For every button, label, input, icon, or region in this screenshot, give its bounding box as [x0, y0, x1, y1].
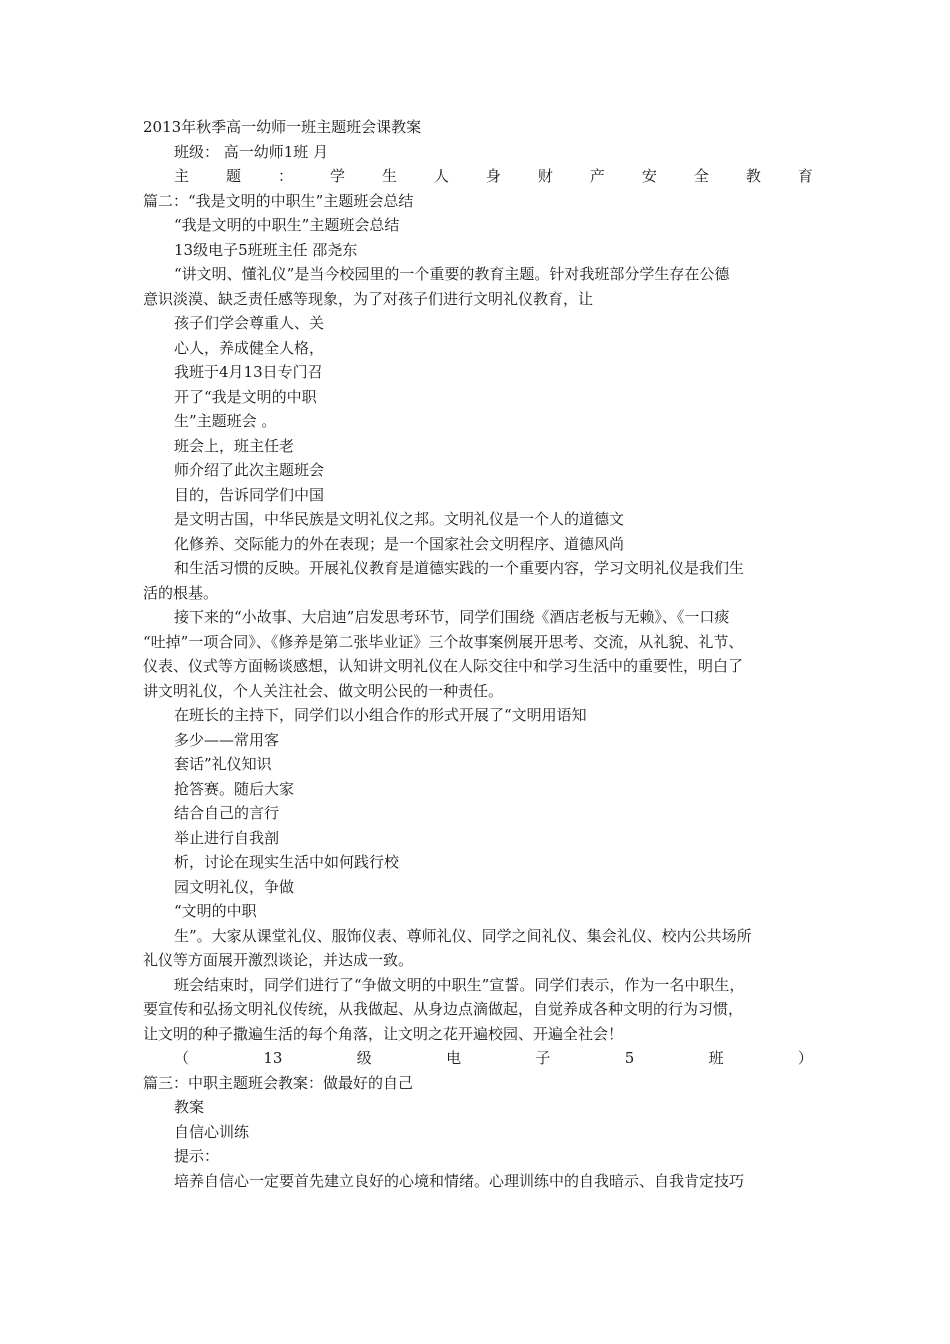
- paragraph-line: 班会结束时，同学们进行了“争做文明的中职生”宣誓。同学们表示，作为一名中职生，: [174, 975, 745, 994]
- paragraph-line: 析，讨论在现实生活中如何践行校: [174, 853, 400, 871]
- paragraph-line: 结合自己的言行: [174, 804, 280, 822]
- theme-char: 人: [433, 167, 449, 185]
- paragraph-line: 活的根基。: [143, 583, 219, 602]
- paragraph-line: 接下来的“小故事、大启迪”启发思考环节，同学们围绕《酒店老板与无赖》、《一口痰: [174, 608, 730, 626]
- theme-char: 育: [797, 167, 813, 185]
- paragraph-line: 教案: [174, 1098, 205, 1116]
- paragraph-line: 举止进行自我剖: [174, 828, 280, 847]
- paragraph-line: 礼仪等方面展开激烈谈论，并达成一致。: [143, 951, 414, 969]
- paragraph-line: 师介绍了此次主题班会: [174, 461, 325, 479]
- theme-char: 学: [329, 167, 345, 185]
- theme-char: ：: [277, 167, 293, 185]
- paragraph-line: 提示：: [174, 1147, 220, 1165]
- paragraph-line: 多少——常用客: [174, 730, 280, 749]
- theme-char: 全: [693, 167, 709, 185]
- paragraph-line: 意识淡漠、缺乏责任感等现象，为了对孩子们进行文明礼仪教育，让: [143, 289, 594, 308]
- paragraph-line: 仪表、仪式等方面畅谈感想，认知讲文明礼仪在人际交往中和学习生活中的重要性，明白了: [143, 657, 744, 675]
- signature-part: 级: [356, 1049, 372, 1067]
- paragraph-line: 要宣传和弘扬文明礼仪传统，从我做起、从身边点滴做起，自觉养成各种文明的行为习惯，: [143, 1000, 744, 1018]
- paragraph-line: 开了“我是文明的中职: [174, 387, 317, 406]
- doc-title-line: 2013年秋季高一幼师一班主题班会课教案: [143, 118, 422, 136]
- paragraph-line: “吐掉”一项合同》、《修养是第二张毕业证》三个故事案例展开思考、交流，从礼貌、礼节、: [143, 632, 744, 651]
- signature-part: 13: [263, 1049, 283, 1067]
- theme-line: [143, 164, 813, 189]
- paragraph-line: 心人，养成健全人格，: [174, 338, 325, 357]
- paragraph-line: “讲文明、懂礼仪”是当今校园里的一个重要的教育主题。针对我班部分学生存在公德: [174, 265, 730, 283]
- paragraph-line: 化修养、交际能力的外在表现；是一个国家社会文明程序、道德风尚: [174, 534, 625, 553]
- paragraph-line: 讲文明礼仪，个人关注社会、做文明公民的一种责任。: [143, 681, 504, 700]
- paragraph-line: 抢答赛。随后大家: [174, 779, 295, 798]
- section2-heading: 篇二：“我是文明的中职生”主题班会总结: [143, 191, 414, 210]
- signature-line: [143, 1046, 813, 1071]
- theme-char: 身: [485, 167, 501, 185]
- paragraph-line: 自信心训练: [174, 1122, 250, 1141]
- theme-char: 教: [745, 167, 761, 185]
- paragraph-line: 是文明古国，中华民族是文明礼仪之邦。文明礼仪是一个人的道德文: [174, 510, 625, 528]
- theme-char: 安: [641, 167, 657, 185]
- paragraph-line: 和生活习惯的反映。开展礼仪教育是道德实践的一个重要内容，学习文明礼仪是我们生: [174, 559, 745, 577]
- paragraph-line: 目的，告诉同学们中国: [174, 485, 325, 504]
- signature-part: 子: [535, 1049, 551, 1067]
- signature-part: 班: [708, 1049, 724, 1067]
- theme-char: 主: [174, 167, 190, 185]
- paragraph-line: 培养自信心一定要首先建立良好的心境和情绪。心理训练中的自我暗示、自我肯定技巧: [174, 1171, 745, 1190]
- paragraph-line: 套话”礼仪知识: [174, 755, 272, 773]
- paragraph-line: 我班于4月13日专门召: [174, 363, 323, 381]
- paragraph-line: 园文明礼仪，争做: [174, 877, 295, 896]
- theme-char: 生: [381, 167, 397, 185]
- signature-part: 电: [446, 1049, 462, 1067]
- document-body: [143, 115, 813, 1193]
- paragraph-line: “文明的中职: [174, 902, 257, 920]
- theme-char: 财: [537, 167, 553, 185]
- section2-author: 13级电子5班班主任 邵尧东: [174, 240, 358, 259]
- paragraph-line: 在班长的主持下，同学们以小组合作的形式开展了“文明用语知: [174, 706, 587, 724]
- paragraph-line: 孩子们学会尊重人、关: [174, 314, 325, 332]
- theme-char: 产: [589, 167, 605, 185]
- theme-char: 题: [225, 167, 241, 185]
- class-line: 班级： 高一幼师1班 月: [174, 142, 329, 161]
- signature-part: ）: [797, 1049, 813, 1067]
- paragraph-line: 生”。大家从课堂礼仪、服饰仪表、尊师礼仪、同学之间礼仪、集会礼仪、校内公共场所: [174, 926, 752, 945]
- signature-part: （: [174, 1049, 190, 1067]
- paragraph-line: 生”主题班会 。: [174, 412, 277, 430]
- paragraph-line: 班会上，班主任老: [174, 436, 295, 455]
- paragraph-line: 让文明的种子撒遍生活的每个角落，让文明之花开遍校园、开遍全社会！: [143, 1024, 624, 1043]
- section3-heading: 篇三：中职主题班会教案：做最好的自己: [143, 1073, 414, 1092]
- section2-title: “我是文明的中职生”主题班会总结: [174, 216, 400, 234]
- signature-part: 5: [624, 1049, 635, 1067]
